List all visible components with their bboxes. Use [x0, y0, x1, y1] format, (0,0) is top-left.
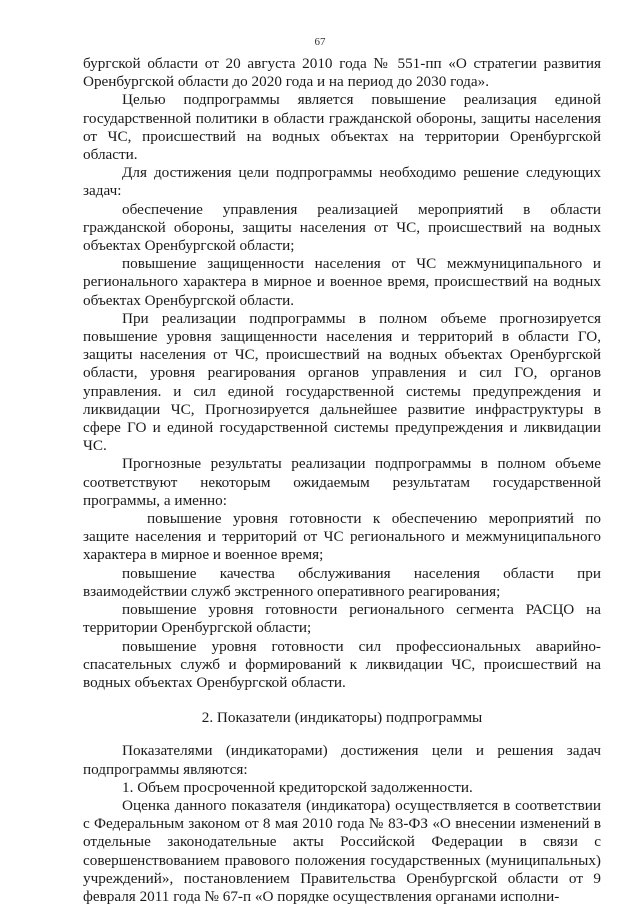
paragraph: Для достижения цели подпрограммы необходимо решение следующих задач:	[83, 164, 601, 200]
document-body	[83, 55, 601, 906]
paragraph: Оценка данного показателя (индикатора) осуществляется в соответствии с Федеральным законом от 8 мая 2010 года № 83-ФЗ «О внесении изменений в отдельные законодательные акты Российской Федерации в связи с совершенствованием правового положения государственных (муниципальных) учреждений», постановлением Правительства Оренбургской области от 9 февраля 2011 года № 67-п «О порядке осуществления органами исполни-	[83, 796, 601, 905]
list-item: повышение уровня готовности сил профессиональных аварийно-спасательных служб и формирований к ликвидации ЧС, происшествий на водных объектах Оренбургской области.	[83, 637, 601, 691]
list-item: повышение качества обслуживания населения области при взаимодействии служб экстренного оперативного реагирования;	[83, 564, 601, 600]
list-item: повышение защищенности населения от ЧС межмуниципального и регионального характера в мирное и военное время, происшествий на водных объектах Оренбургской области.	[83, 255, 601, 309]
paragraph: Целью подпрограммы является повышение реализация единой государственной политики в области гражданской обороны, защиты населения от ЧС, происшествий на водных объектах на территории Оренбургской области.	[83, 91, 601, 164]
list-item: повышение уровня готовности регионального сегмента РАСЦО на территории Оренбургской области;	[83, 601, 601, 637]
list-item: обеспечение управления реализацией мероприятий в области гражданской обороны, защиты населения от ЧС, происшествий на водных объектах Оренбургской области;	[83, 200, 601, 255]
paragraph: 1. Объем просроченной кредиторской задолженности.	[122, 778, 473, 796]
paragraph: бургской области от 20 августа 2010 года № 551-пп «О стратегии развития Оренбургской области до 2020 года и на период до 2030 года».	[83, 55, 601, 91]
list-item: повышение уровня готовности к обеспечению мероприятий по защите населения и территорий от ЧС регионального и межмуниципального характера в мирное и военное время;	[83, 510, 601, 564]
section-heading: 2. Показатели (индикаторы) подпрограммы	[201, 709, 483, 727]
page-number: 67	[314, 36, 326, 48]
paragraph: При реализации подпрограммы в полном объеме прогнозируется повышение уровня защищенности населения и территорий в области ГО, защиты населения от ЧС, происшествий на водных объектах Оренбургской области, уровня реагирования органов управления и сил ГО, органов управления. и сил единой государственной системы предупреждения и ликвидации ЧС, Прогнозируется дальнейшее развитие инфраструктуры в сфере ГО и единой государственной системы предупреждения и ликвидации ЧС.	[83, 309, 601, 455]
paragraph: Прогнозные результаты реализации подпрограммы в полном объеме соответствуют некоторым ожидаемым результатам государственной программы, а именно:	[83, 455, 601, 509]
paragraph: Показателями (индикаторами) достижения цели и решения задач подпрограммы являются:	[83, 742, 601, 778]
